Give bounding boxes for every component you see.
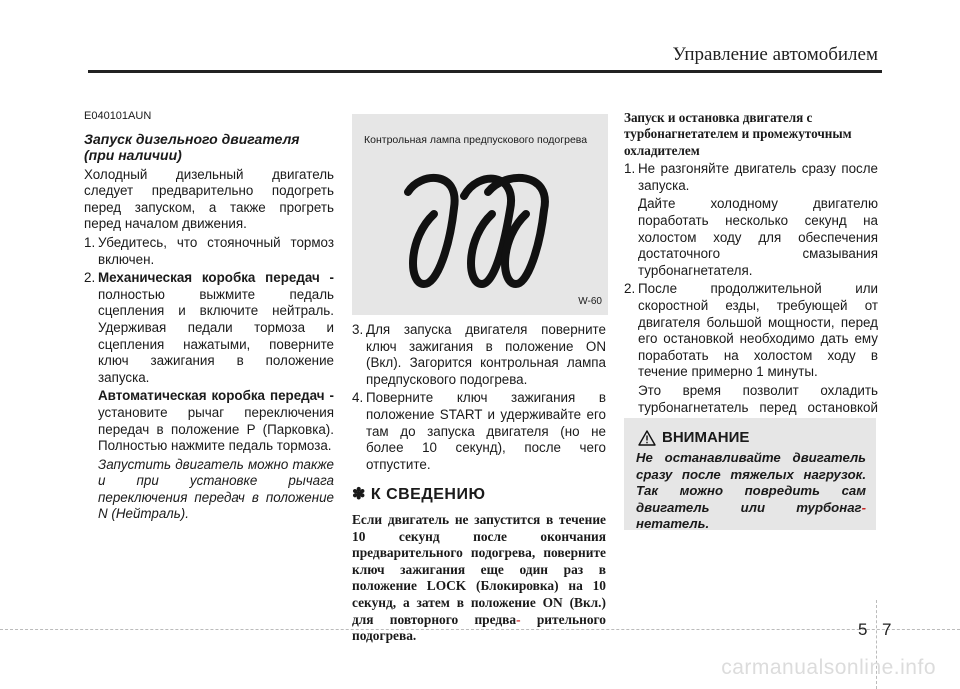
turbo-section-heading: Запуск и остановка двигателя с турбонагнетателем и промежуточным охладителем <box>624 110 852 158</box>
step-3 <box>352 322 606 388</box>
step-text: Не разгоняйте двигатель сразу после запуска. <box>638 161 878 193</box>
step-text: Убедитесь, что стояночный тормоз включен. <box>98 234 334 267</box>
warning-box <box>624 418 876 530</box>
figure-caption: Контрольная лампа предпускового подогрева <box>364 134 588 146</box>
header-rule <box>88 70 882 73</box>
warning-heading <box>638 429 749 446</box>
page-number: 7 <box>882 620 892 639</box>
figure-code: W-60 <box>578 296 602 307</box>
step-number: 3. <box>352 322 364 337</box>
glow-plug-indicator-icon <box>394 166 566 290</box>
page-header-title: Управление автомобилем <box>672 44 878 65</box>
manual-gearbox-label: Механическая коробка передач - <box>98 270 334 286</box>
turbo-step-2 <box>624 281 878 381</box>
step-2 <box>84 270 334 386</box>
glow-plug-figure <box>352 114 608 315</box>
subheading-line-1: Запуск дизельного двигателя <box>84 130 300 147</box>
intro-paragraph: Холодный дизельный двигатель следует предварительно подогреть перед запуском, а также прогреть перед началом движения. <box>84 166 334 232</box>
turbo-step-1-continued: Дайте холодному двигателю поработать несколько секунд на холостом ходу для обеспечения достаточного смазывания турбонагнетателя. <box>638 196 878 278</box>
step-number: 2. <box>84 270 96 286</box>
section-subheading <box>84 131 334 163</box>
turbo-step-2-continued: Это время позволит охладить турбонагнетатель перед остановкой <box>638 382 878 415</box>
automatic-gearbox-text: установите рычаг переключения передач в положение P (Парковка). Полностью нажмите педаль тормоза. <box>98 404 334 454</box>
hyphen-mark: - <box>861 499 866 515</box>
column-right <box>624 110 878 435</box>
page-section-number: 5 <box>858 620 868 639</box>
watermark: carmanualsonline.info <box>721 656 936 679</box>
subheading-line-2: (при наличии) <box>84 146 182 163</box>
step-number: 2. <box>624 281 636 297</box>
step-text: Поверните ключ зажигания в положение START и удерживайте его там до запуска двигателя (но не более 10 секунд), после чего отпустите. <box>366 390 606 472</box>
column-left <box>84 108 334 525</box>
footer-rule <box>0 629 960 630</box>
step-1 <box>84 235 334 268</box>
turbo-step-1 <box>624 161 878 194</box>
step-text: Для запуска двигателя поверните ключ зажигания в положение ON (Вкл). Загорится контрольная лампа предпускового подогрева. <box>366 322 606 387</box>
manual-gearbox-text: полностью выжмите педаль сцепления и включите нейтраль. Удерживая педали тормоза и сцепления нажатыми, поверните ключ зажигания в положение запуска. <box>98 286 334 385</box>
step-number: 4. <box>352 390 364 406</box>
warning-triangle-icon <box>638 430 656 446</box>
warning-text: Не останавливайте двигатель сразу после тяжелых нагрузок. Так можно повредить сам двигатель или турбонаг- нетатель. <box>636 450 866 532</box>
step-number: 1. <box>624 161 636 177</box>
warning-title: ВНИМАНИЕ <box>662 429 750 446</box>
step-text <box>98 270 334 386</box>
column-middle <box>352 322 606 645</box>
step-number: 1. <box>84 234 96 250</box>
info-body: Если двигатель не запустится в течение 10 секунд после окончания предварительного подогрева, поверните ключ зажигания еще один раз в положение LOCK (Блокировка) на 10 секунд, а затем в положение ON (Вкл.) для повторного предва- рительного подогрева. <box>352 511 606 644</box>
hyphen-mark: - <box>516 611 521 627</box>
automatic-gearbox-paragraph <box>84 388 334 454</box>
automatic-gearbox-label: Автоматическая коробка передач - <box>98 388 334 404</box>
automatic-gearbox-note: Запустить двигатель можно также и при установке рычага переключения передач в положение N (Нейтраль). <box>98 456 334 522</box>
step-4 <box>352 390 606 473</box>
section-code: E040101AUN <box>84 110 152 122</box>
step-text: После продолжительной или скоростной езды, требующей от двигателя большой мощности, перед его остановкой необходимо дать ему поработать на холостом ходу в течение примерно 1 минуты. <box>638 281 878 380</box>
info-heading: ✽ К СВЕДЕНИЮ <box>352 486 486 504</box>
